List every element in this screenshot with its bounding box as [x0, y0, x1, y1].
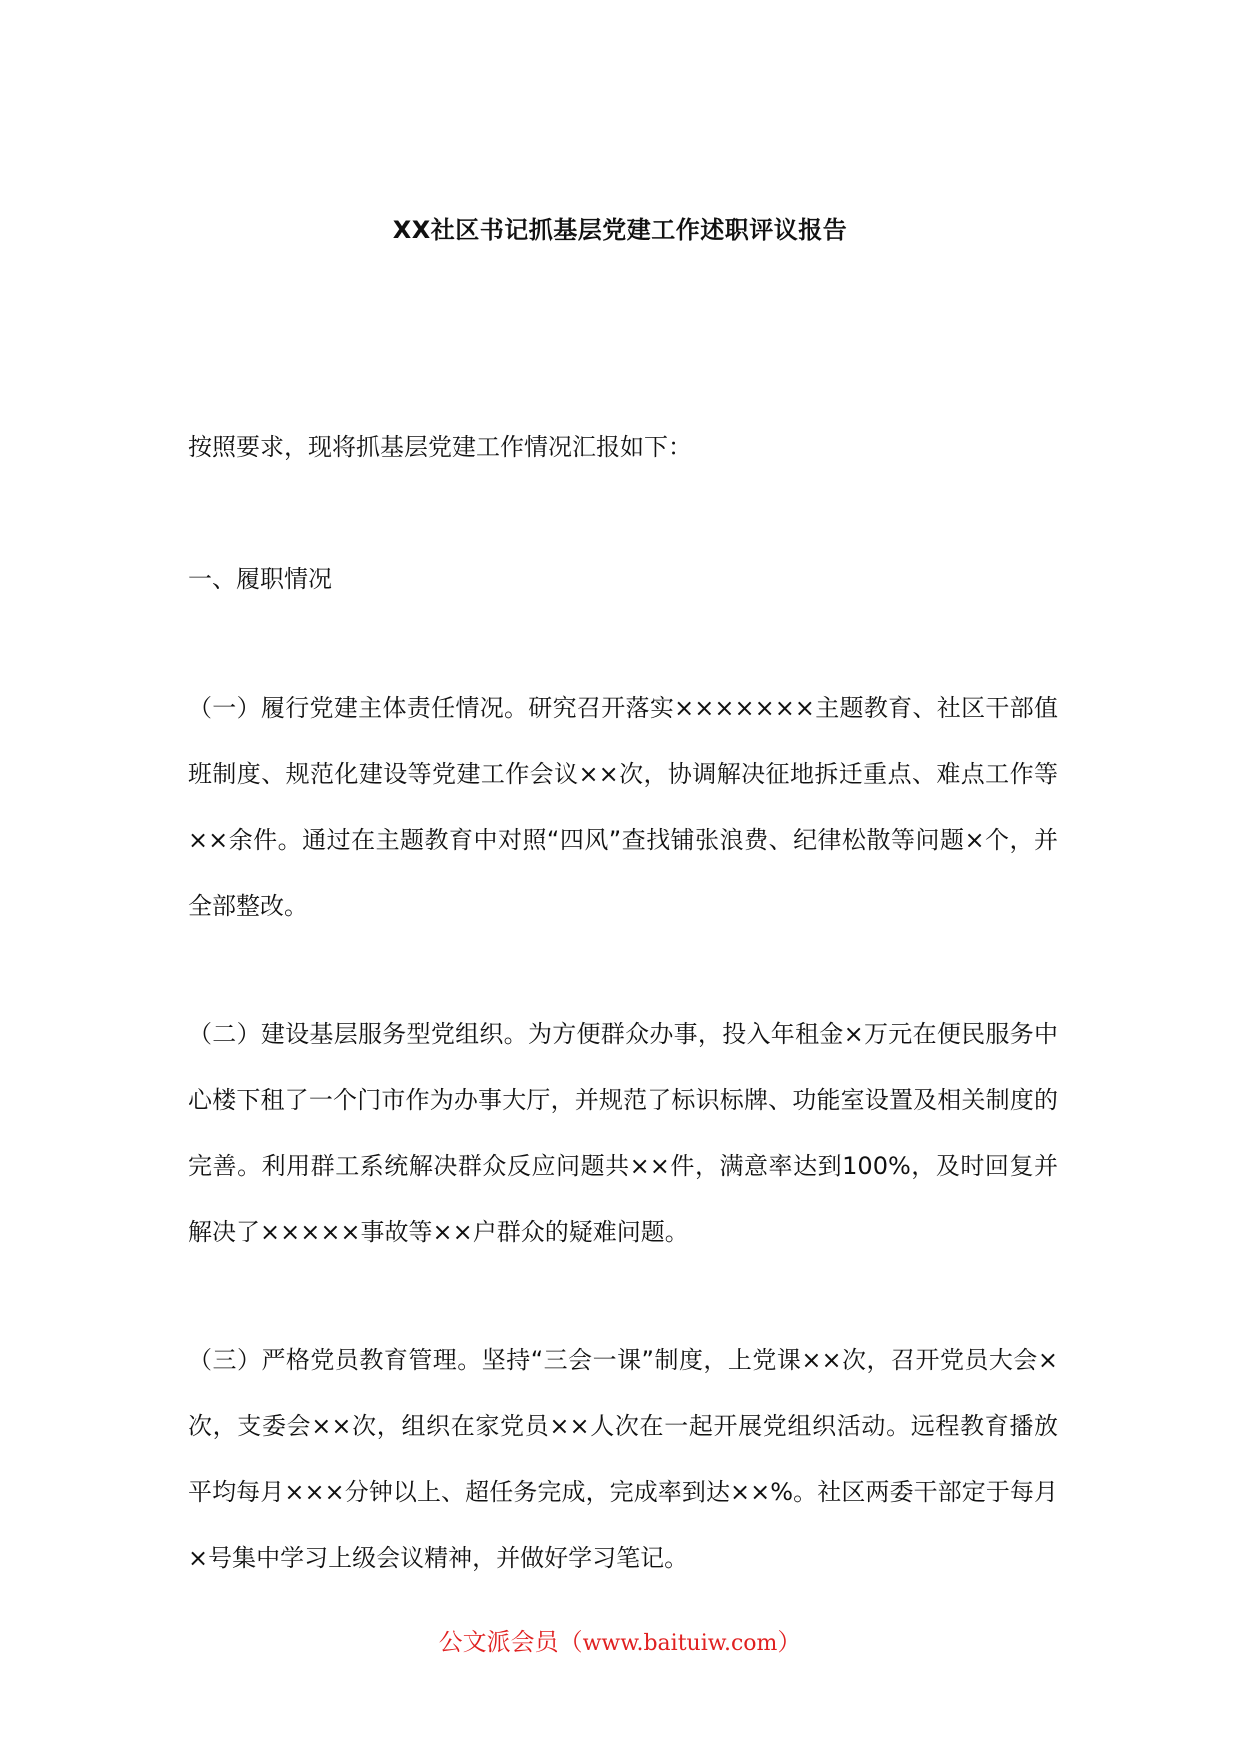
footer-close: ） — [777, 1628, 802, 1656]
footer-url-link[interactable]: www.baituiw.com — [582, 1631, 778, 1656]
intro-paragraph: 按照要求，现将抓基层党建工作情况汇报如下： — [188, 433, 692, 461]
body-paragraph: （二）建设基层服务型党组织。为方便群众办事，投入年租金×万元在便民服务中心楼下租了一个门市作为办事大厅，并规范了标识标牌、功能室设置及相关制度的完善。利用群工系统解决群众反应问题共××件，满意率达到100%，及时回复并解决了×××××事故等××户群众的疑难问题。 — [188, 1020, 1058, 1246]
body-paragraph: （三）严格党员教育管理。坚持“三会一课”制度，上党课××次，召开党员大会×次，支委会××次，组织在家党员××人次在一起开展党组织活动。远程教育播放平均每月×××分钟以上、超任务完成，完成率到达××%。社区两委干部定于每月×号集中学习上级会议精神，并做好学习笔记。 — [188, 1346, 1058, 1572]
body-paragraph: （一）履行党建主体责任情况。研究召开落实×××××××主题教育、社区干部值班制度、规范化建设等党建工作会议××次，协调解决征地拆迁重点、难点工作等××余件。通过在主题教育中对照“四风”查找铺张浪费、纪律松散等问题×个，并全部整改。 — [188, 694, 1058, 920]
document-title: XX社区书记抓基层党建工作述职评议报告 — [392, 216, 848, 244]
section-heading: 一、履职情况 — [188, 565, 332, 593]
footer-watermark — [0, 1622, 1240, 1664]
footer-label: 公文派会员（ — [438, 1628, 583, 1656]
